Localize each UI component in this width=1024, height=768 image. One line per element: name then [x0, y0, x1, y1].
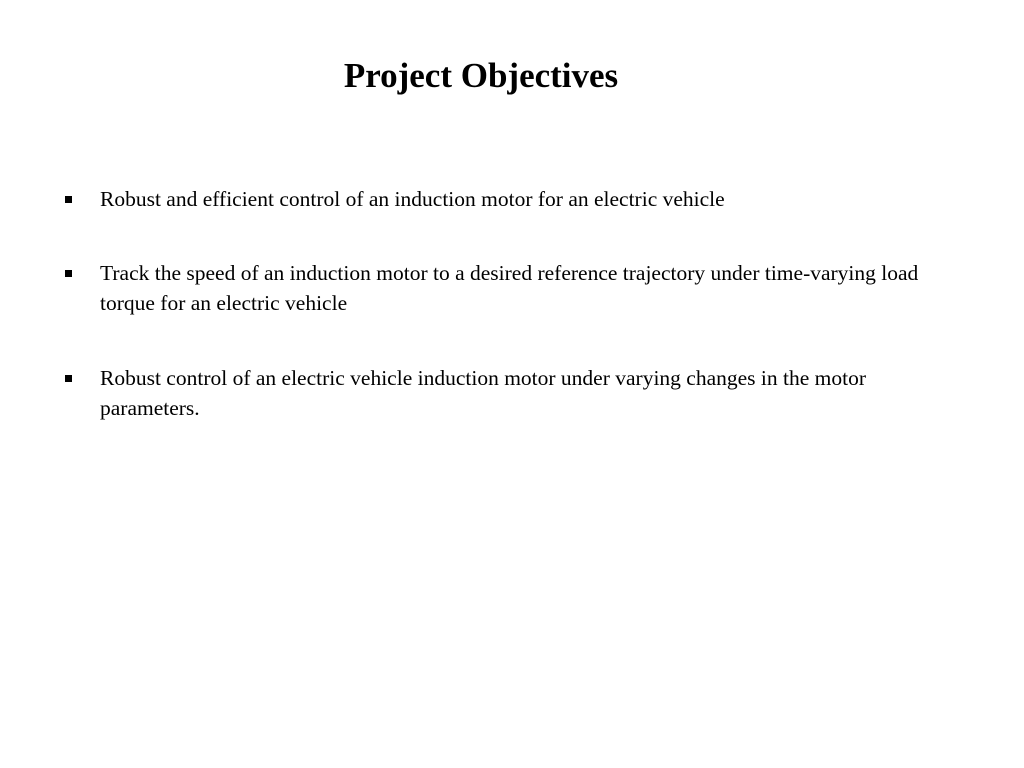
bullet-text: Robust control of an electric vehicle induction motor under varying changes in the motor parameters.	[100, 366, 867, 420]
bullet-text: Track the speed of an induction motor to a desired reference trajectory under time-varying load torque for an electric vehicle	[100, 261, 919, 315]
square-bullet-icon	[65, 270, 72, 277]
list-item	[0, 184, 1024, 214]
list-item	[0, 363, 1024, 423]
list-item	[0, 258, 1024, 318]
objectives-list	[0, 184, 1024, 467]
square-bullet-icon	[65, 196, 72, 203]
bullet-text: Robust and efficient control of an induction motor for an electric vehicle	[100, 187, 725, 211]
square-bullet-icon	[65, 375, 72, 382]
slide-title: Project Objectives	[343, 56, 619, 95]
